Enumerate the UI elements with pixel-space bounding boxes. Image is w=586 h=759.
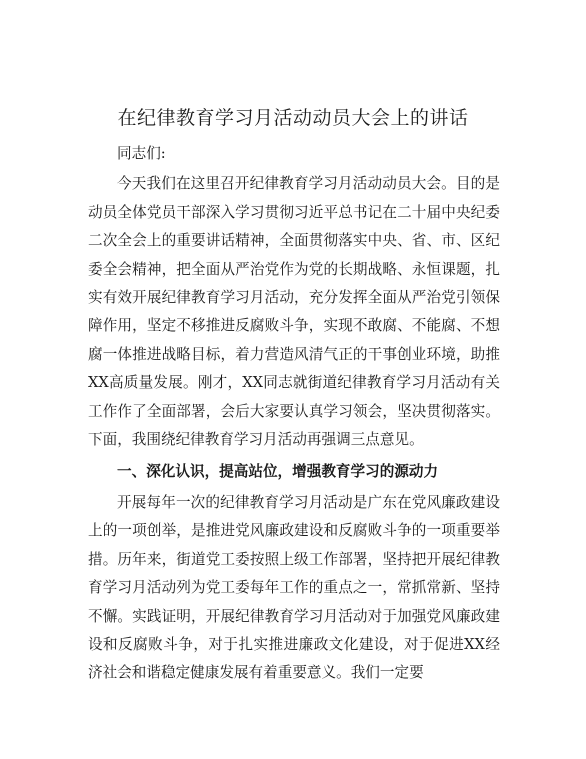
- section-paragraph: 开展每年一次的纪律教育学习月活动是广东在党风廉政建设上的一项创举，是推进党风廉政建设和反腐败斗争的一项重要举措。历年来，街道党工委按照上级工作部署，坚持把开展纪律教育学习月活动列为党工委每年工作的重点之一，常抓常新、坚持不懈。实践证明，开展纪律教育学习月活动对于加强党风廉政建设和反腐败斗争，对于扎实推进廉政文化建设，对于促进XX经济社会和谐稳定健康发展有着重要意义。我们一定要: [88, 493, 500, 682]
- section-heading: 一、深化认识，提高站位，增强教育学习的源动力: [117, 463, 439, 481]
- document-body: [88, 140, 500, 688]
- opening-paragraph: 今天我们在这里召开纪律教育学习月活动动员大会。目的是动员全体党员干部深入学习贯彻习近平总书记在二十届中央纪委二次全会上的重要讲话精神，全面贯彻落实中央、省、市、区纪委全会精神，把全面从严治党作为党的长期战略、永恒课题，扎实有效开展纪律教育学习月活动，充分发挥全面从严治党引领保障作用，坚定不移推进反腐败斗争，实现不敢腐、不能腐、不想腐一体推进战略目标，着力营造风清气正的干事创业环境，助推XX高质量发展。刚才，XX同志就街道纪律教育学习月活动有关工作作了全面部署，会后大家要认真学习领会，坚决贯彻落实。下面，我围绕纪律教育学习月活动再强调三点意见。: [88, 175, 500, 449]
- salutation: 同志们:: [117, 145, 166, 162]
- document-title: 在纪律教育学习月活动动员大会上的讲话: [117, 107, 469, 129]
